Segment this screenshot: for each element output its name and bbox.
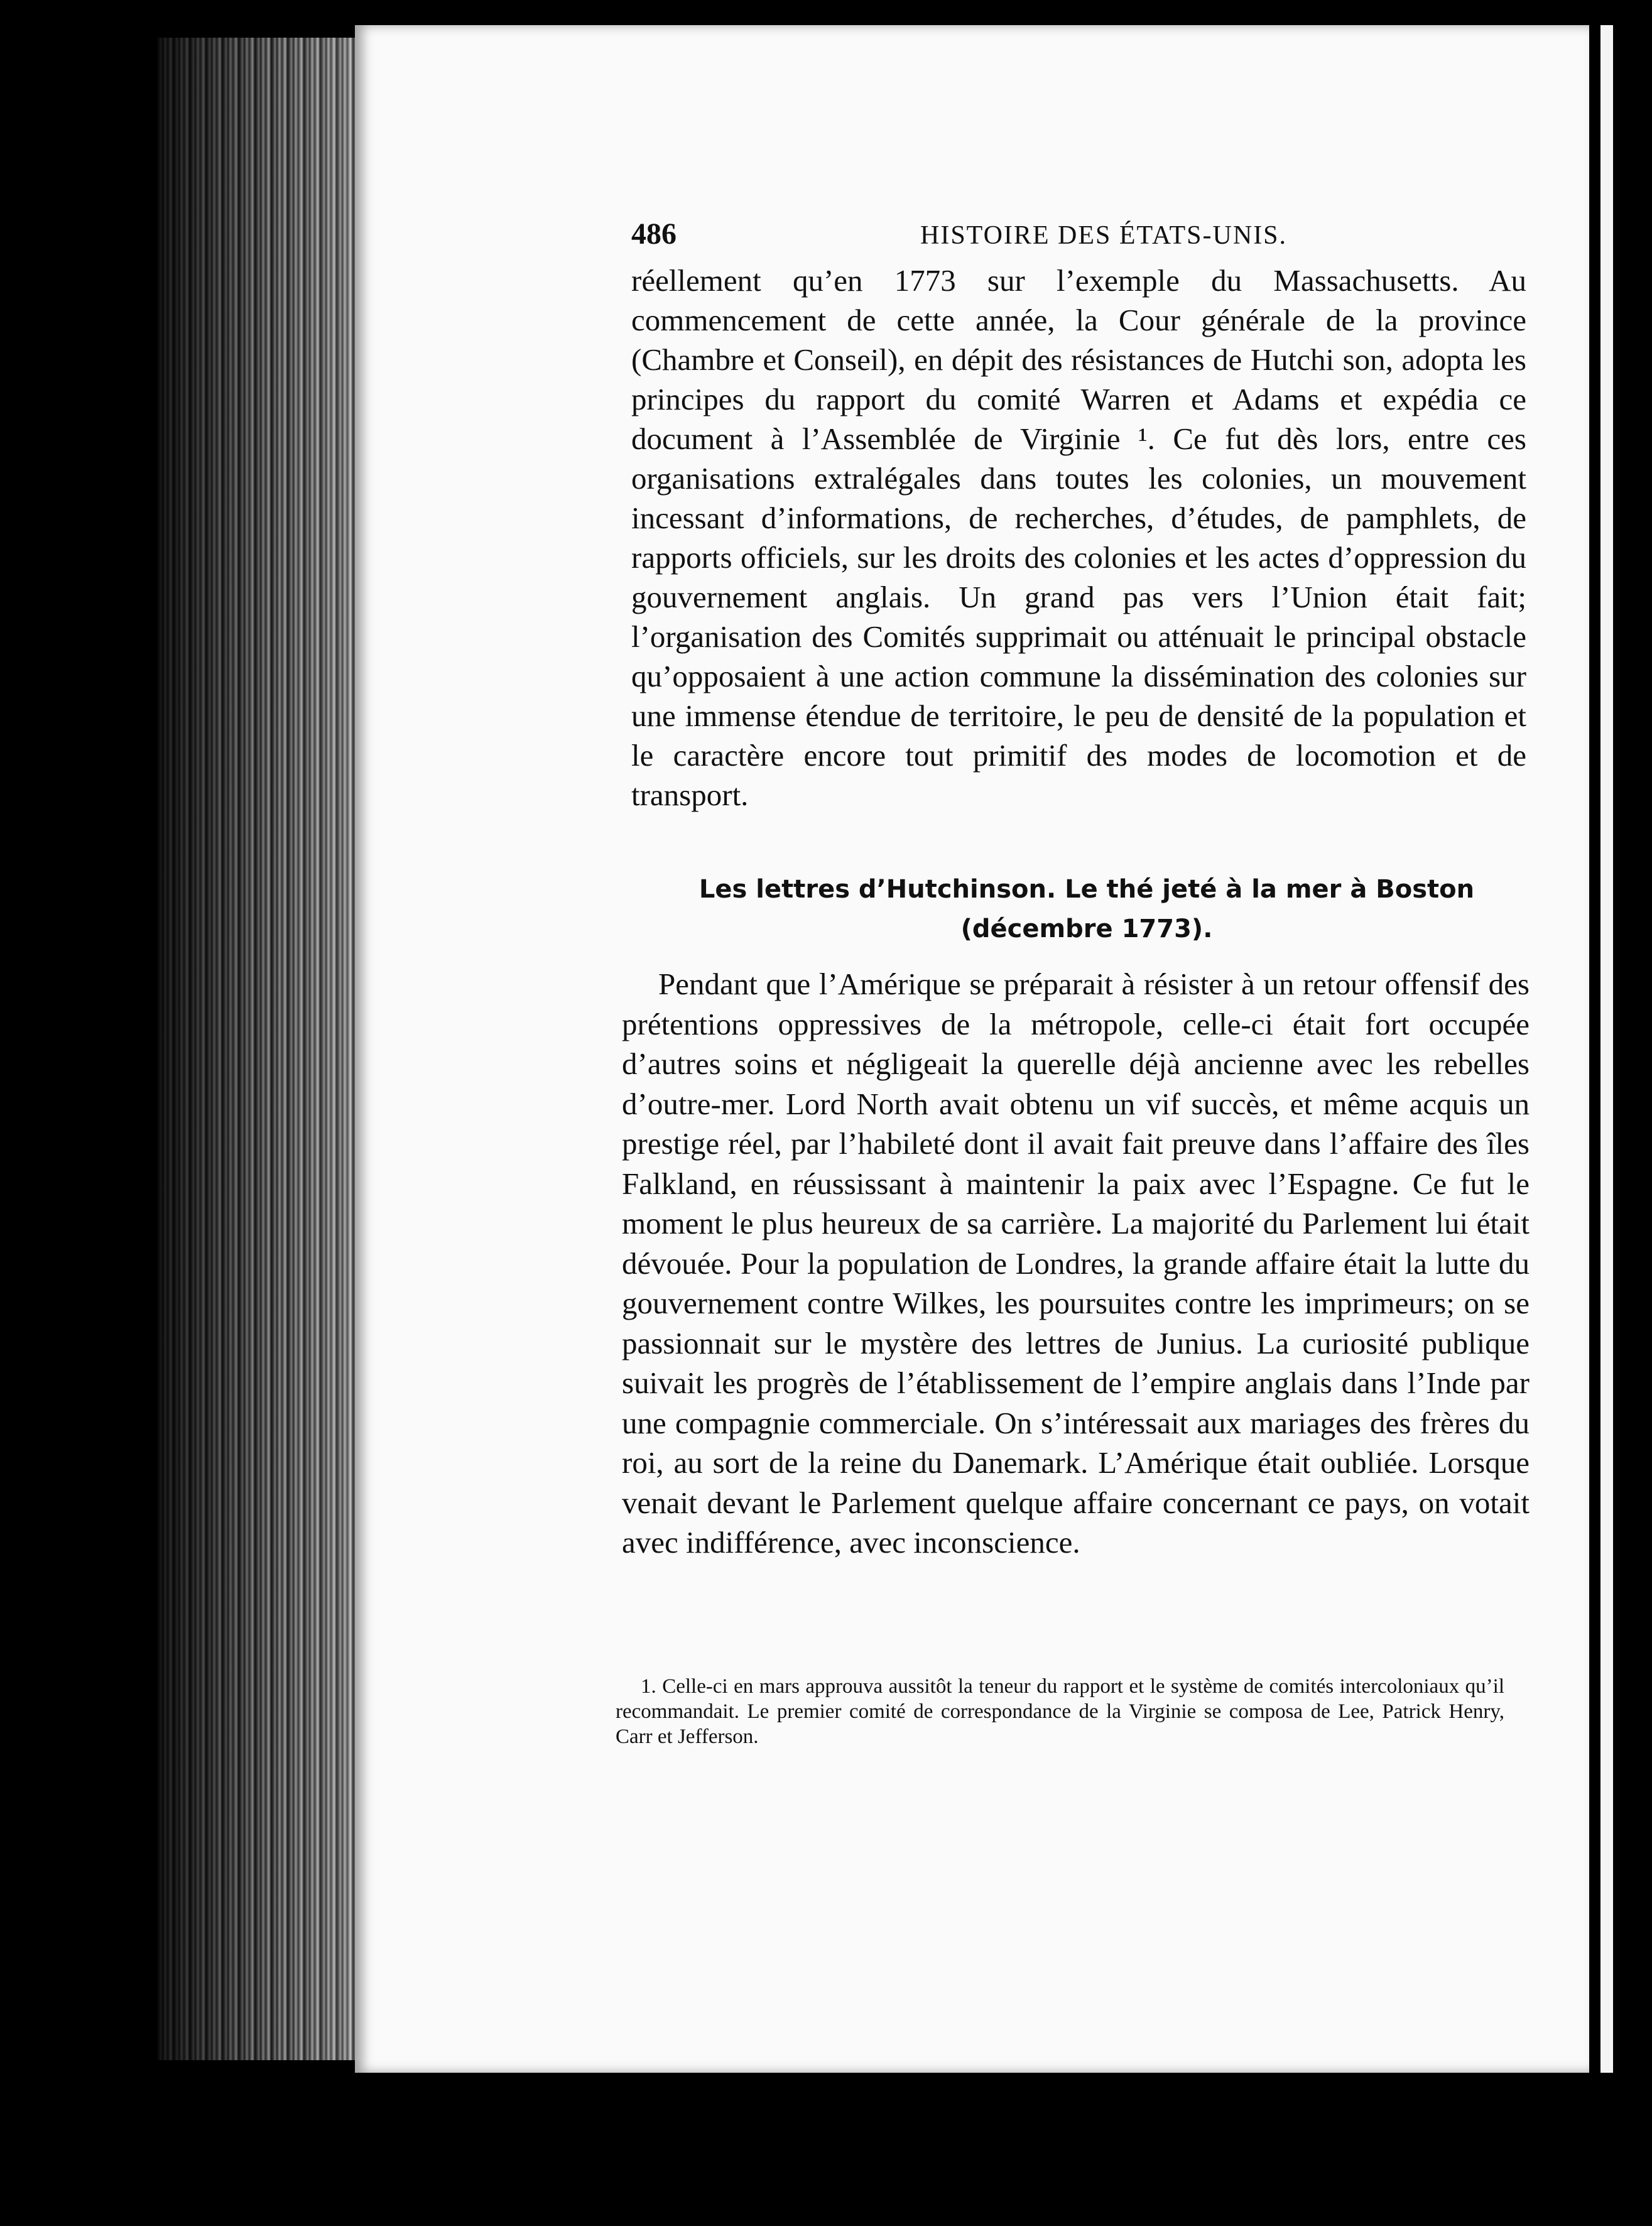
facing-page-strip <box>1595 25 1613 2073</box>
page-number: 486 <box>631 217 677 251</box>
body-text-top <box>631 261 1526 815</box>
section-heading: Les lettres d’Hutchinson. Le thé jeté à la mer à Boston (décembre 1773). <box>698 875 1475 943</box>
running-head <box>631 217 1530 254</box>
running-title: HISTOIRE DES ÉTATS-UNIS. <box>920 221 1288 250</box>
footnote <box>616 1674 1504 1749</box>
paragraph: réellement qu’en 1773 sur l’exemple du Massachusetts. Au commencement de cette année, la Cour générale de la province (Chambre et Conseil), en dépit des résistances de Hutchi son, adopta les principes du rapport du comité Warren et Adams et expédia ce document à l’Assemblée de Virginie ¹. Ce fut dès lors, entre ces organisations extralégales dans toutes les colonies, un mouvement incessant d’informations, de recherches, d’études, de pamphlets, de rapports officiels, sur les droits des colonies et les actes d’oppression du gouvernement anglais. Un grand pas vers l’Union était fait; l’organisation des Comités supprimait ou atténuait le principal obstacle qu’opposaient à une action commune la dissémination des colonies sur une immense étendue de territoire, le peu de densité de la population et le caractère encore tout primitif des modes de locomotion et de transport. <box>631 263 1526 812</box>
footnote-text: 1. Celle-ci en mars approuva aussitôt la teneur du rapport et le système de comités intercoloniaux qu’il recommandait. Le premier comité de correspondance de la Virginie se composa de Lee, Patrick Henry, Carr et Jefferson. <box>616 1675 1504 1748</box>
body-text-bottom <box>622 964 1530 1563</box>
paragraph: Pendant que l’Amérique se préparait à résister à un retour offensif des prétentions oppressives de la métropole, celle-ci était fort occupée d’autres soins et négligeait la querelle déjà ancienne avec les rebelles d’outre-mer. Lord North avait obtenu un vif succès, et même acquis un prestige réel, par l’habileté dont il avait fait preuve dans l’affaire des îles Falkland, en réussissant à maintenir la paix avec l’Espagne. Ce fut le moment le plus heureux de sa carrière. La majorité du Parlement lui était dévouée. Pour la population de Londres, la grande affaire était la lutte du gouvernement contre Wilkes, les poursuites contre les imprimeurs; on se passionnait sur le mystère des lettres de Junius. La curiosité publique suivait les progrès de l’établissement de l’empire anglais dans l’Inde par une compagnie commerciale. On s’intéressait aux mariages des frères du roi, au sort de la reine du Danemark. L’Amérique était oubliée. Lorsque venait devant le Parlement quelque affaire concernant ce pays, on votait avec indifférence, avec inconscience. <box>622 967 1530 1560</box>
book-edge-shadow <box>157 38 358 2060</box>
